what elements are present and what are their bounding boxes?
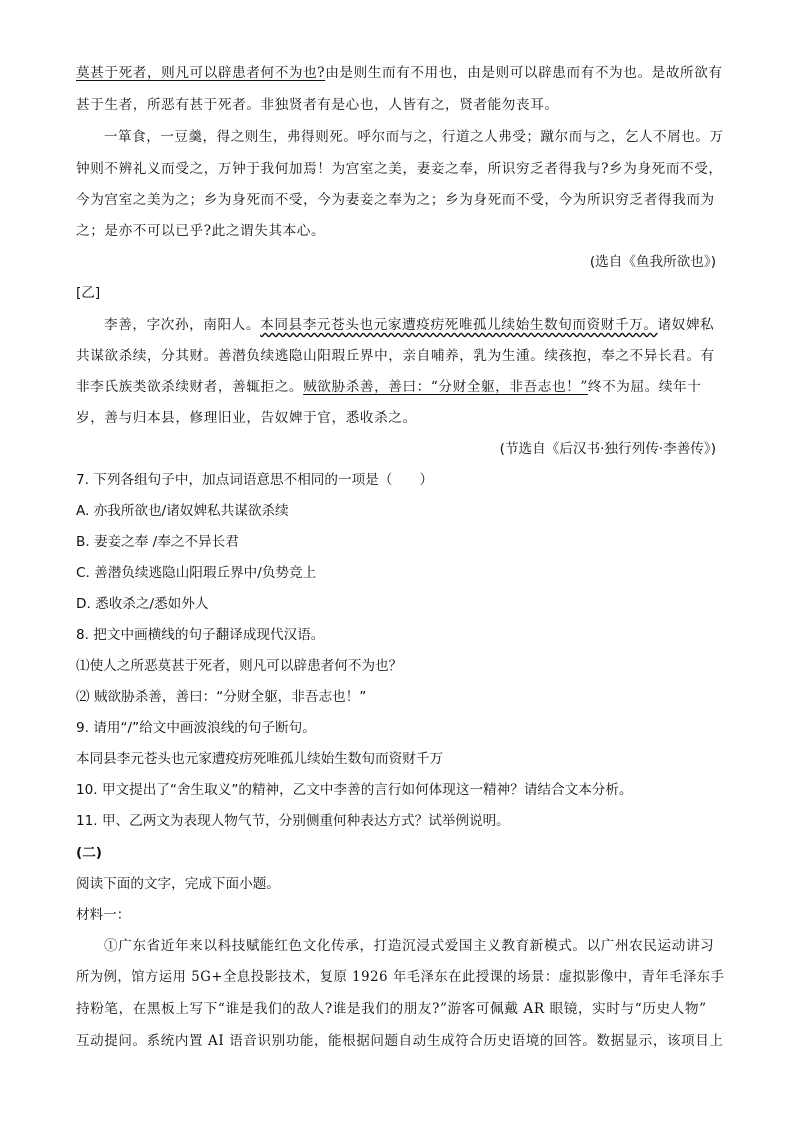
source-citation: (节选自《后汉书·独行列传·李善传》) [499,441,716,457]
wavy-underlined-sentence: 本同县李元苍头也元家遭疫疠死唯孤儿续始生数旬而资财千万。 [260,317,658,333]
source-citation: (选自《鱼我所欲也》) [589,254,716,270]
question-7: 7. 下列各组句子中，加点词语意思不相同的一项是（ ） [76,472,434,488]
option-d: D. 悉收杀之/悉如外人 [76,596,209,612]
question-8: 8. 把文中画横线的句子翻译成现代汉语。 [76,627,325,643]
text-line: 今为宫室之美为之；乡为身死而不受，今为妻妾之奉为之；乡为身死而不受，今为所识穷乏者得我而为 [76,192,715,208]
material-label: 材料一： [76,907,131,923]
underlined-sentence: 莫甚于死者，则凡可以辟患者何不为也? [76,65,326,81]
text-line: 之；是亦不可以已乎?此之谓失其本心。 [76,223,326,239]
underlined-sentence: 贼欲胁杀善，善曰：“分财全躯，非吾志也！” [303,379,588,395]
text-line: 非李氏族类欲杀续财者，善辄拒之。贼欲胁杀善，善曰：“分财全躯，非吾志也！”终不为屈。续年十 [76,379,702,395]
option-b: B. 妻妾之奉 /奉之不异长君 [76,534,239,550]
text-line: 李善，字次孙，南阳人。本同县李元苍头也元家遭疫疠死唯孤儿续始生数旬而资财千万。诸奴婢私 [104,317,715,333]
option-a: A. 亦我所欲也/诸奴婢私共谋欲杀续 [76,503,289,519]
text-line: 持粉笔，在黑板上写下“谁是我们的敌人?谁是我们的朋友?”游客可佩戴 AR 眼镜，实时与“历史人物” [76,1001,707,1017]
option-c: C. 善潜负续逃隐山阳瑕丘界中/负势竞上 [76,565,317,581]
question-10: 10. 甲文提出了“舍生取义”的精神，乙文中李善的言行如何体现这一精神？请结合文本分析。 [76,782,633,798]
text-line: 一箪食，一豆羹，得之则生，弗得则死。呼尔而与之，行道之人弗受；蹴尔而与之，乞人不屑也。万 [104,129,724,145]
text-line: 岁，善与归本县，修理旧业，告奴婢于官，悉收杀之。 [76,410,417,426]
text-line: 钟则不辨礼义而受之，万钟于我何加焉！为宫室之美，妻妾之奉，所识穷乏者得我与?乡为身死而不受， [76,161,723,177]
text-line: 甚于生者，所恶有甚于死者。非独贤者有是心也，人皆有之，贤者能勿丧耳。 [76,97,559,113]
text-line: 共谋欲杀续，分其财。善潜负续逃隐山阳瑕丘界中，亲自哺养，乳为生湩。续孩抱，奉之不异长君。有 [76,348,715,364]
question-8-part-1: ⑴使人之所恶莫甚于死者，则凡可以辟患者何不为也？ [76,658,403,674]
text-line: 莫甚于死者，则凡可以辟患者何不为也?由是则生而有不用也，由是则可以辟患而有不为也。是故所欲有 [76,65,723,81]
section-label: [乙] [76,285,101,301]
text-line: 所为例，馆方运用 5G+全息投影技术，复原 1926 年毛泽东在此授课的场景：虚拟影像中，青年毛泽东手 [76,969,725,985]
question-8-part-2: ⑵ 贼欲胁杀善，善曰：“分财全躯，非吾志也！” [76,689,367,705]
question-9: 9. 请用“/”给文中画波浪线的句子断句。 [76,720,316,736]
text-line: 互动提问。系统内置 AI 语音识别功能，能根据问题自动生成符合历史语境的回答。数据显示，该项目上 [76,1033,724,1049]
question-11: 11. 甲、乙两文为表现人物气节，分别侧重何种表达方式？试举例说明。 [76,813,510,829]
text-line: ①广东省近年来以科技赋能红色文化传承，打造沉浸式爱国主义教育新模式。以广州农民运动讲习 [104,938,715,954]
section-heading: (二) [76,845,103,861]
instruction: 阅读下面的文字，完成下面小题。 [76,876,280,892]
question-9-text: 本同县李元苍头也元家遭疫疠死唯孤儿续始生数旬而资财千万 [76,751,444,767]
